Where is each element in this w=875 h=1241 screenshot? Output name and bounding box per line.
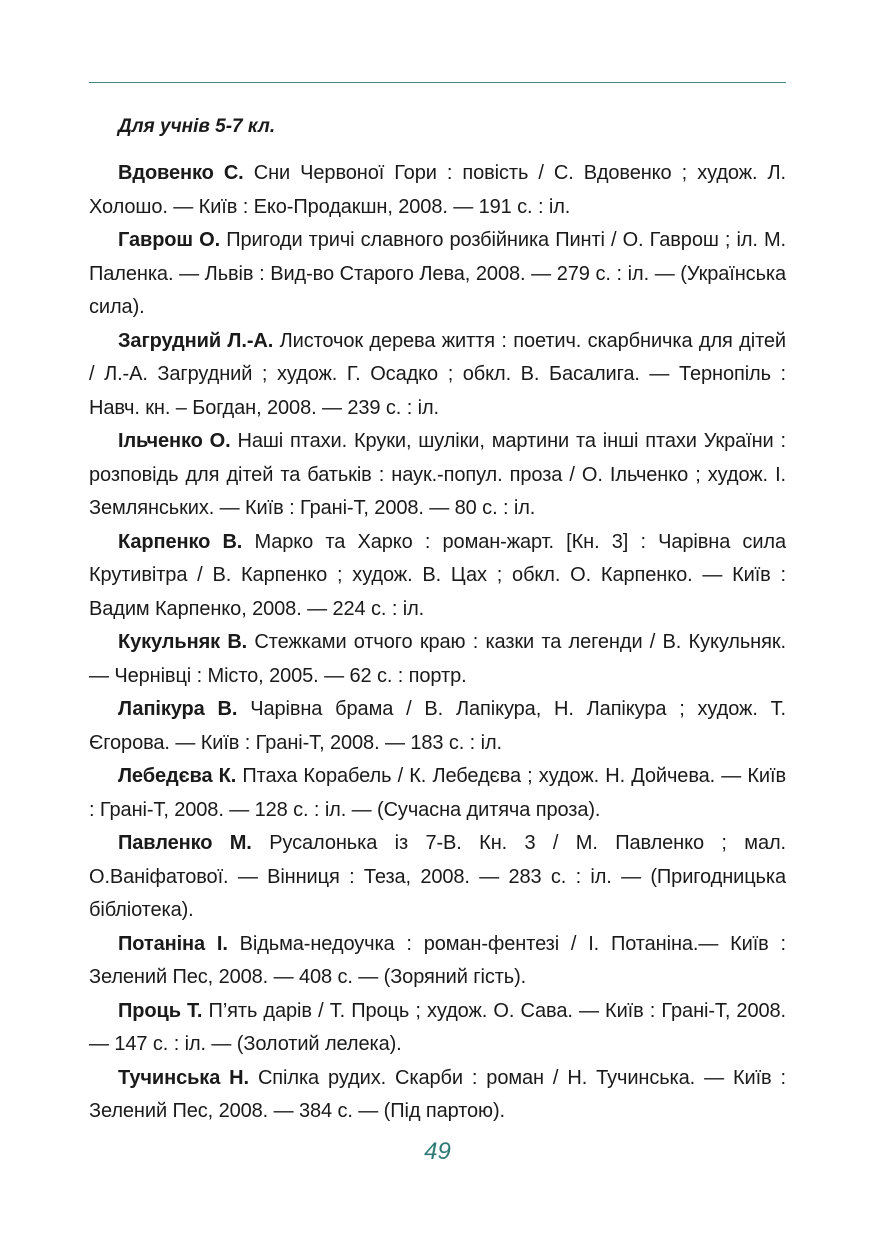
entry-author: Потаніна І.: [118, 932, 228, 955]
entry-author: Тучинська Н.: [118, 1066, 249, 1089]
page-number: 49: [424, 1138, 451, 1165]
entry-author: Гаврош О.: [118, 229, 221, 251]
entry-text: Русалонька із 7-В. Кн. 3 / М. Павленко ; мал. О.Ваніфатової. — Вінниця : Теза, 2008. — 283 с. : іл. — (Пригодницька бібліотека).: [89, 832, 786, 921]
entry-author: Вдовенко С.: [118, 162, 244, 184]
entry-author: Лапікура В.: [118, 698, 238, 720]
entry-text: Чарівна брама / В. Лапікура, Н. Лапікура ; худож. Т. Єгорова. — Київ : Грані-Т, 2008. — 183 с. : іл.: [89, 698, 786, 754]
entry-author: Ільченко О.: [118, 430, 231, 452]
bibliography-entry: [89, 1062, 786, 1129]
bibliography-entry: [89, 693, 786, 760]
entry-author: Павленко М.: [118, 832, 252, 854]
entry-text: Сни Червоної Гори : повість / С. Вдовенко ; худож. Л. Холошо. — Київ : Еко-Продакшн, 2008. — 191 с. : іл.: [89, 162, 786, 218]
bibliography-entry: [89, 827, 786, 928]
entry-author: Кукульняк В.: [118, 631, 248, 653]
bibliography-entry: [89, 760, 786, 827]
bibliography-entry: [89, 526, 786, 627]
bibliography-entry: [89, 928, 786, 995]
entry-author: Лебедєва К.: [118, 765, 237, 787]
entry-text: Стежками отчого краю : казки та легенди / В. Кукульняк. — Чернівці : Місто, 2005. — 62 с. : портр.: [89, 631, 786, 687]
entry-text: П’ять дарів / Т. Проць ; худож. О. Сава. — Київ : Грані-Т, 2008. — 147 с. : іл. — (Золотий лелека).: [89, 999, 786, 1055]
bibliography-entry: [89, 626, 786, 693]
entry-text: Пригоди тричі славного розбійника Пинті / О. Гаврош ; іл. М. Паленка. — Львів : Вид-во Старого Лева, 2008. — 279 с. : іл. — (Українська сила).: [89, 229, 787, 318]
entry-author: Загрудний Л.-А.: [118, 329, 274, 352]
entry-text: Листочок дерева життя : поетич. скарбничка для дітей / Л.-А. Загрудний ; худож. Г. Осадко ; обкл. В. Басалига. — Тернопіль : Навч. кн. – Богдан, 2008. — 239 с. : іл.: [89, 329, 786, 419]
entry-text: Відьма-недоучка : роман-фентезі / І. Потаніна.— Київ : Зелений Пес, 2008. — 408 с. — (Зоряний гість).: [89, 932, 786, 988]
entry-text: Марко та Харко : роман-жарт. [Кн. 3] : Чарівна сила Крутивітра / В. Карпенко ; худож. В. Цах ; обкл. О. Карпенко. — Київ : Вадим Карпенко, 2008. — 224 с. : іл.: [89, 530, 786, 620]
entry-text: Птаха Корабель / К. Лебедєва ; худож. Н. Дойчева. — Київ : Грані-Т, 2008. — 128 с. : іл. — (Сучасна дитяча проза).: [89, 765, 786, 821]
entry-author: Проць Т.: [118, 999, 203, 1022]
entry-text: Спілка рудих. Скарби : роман / Н. Тучинська. — Київ : Зелений Пес, 2008. — 384 с. — (Під партою).: [89, 1066, 786, 1122]
bibliography-entry: [89, 995, 786, 1062]
page-content: [89, 110, 786, 1129]
bibliography-entry: [89, 325, 786, 426]
header-rule: [89, 82, 786, 83]
entry-author: Карпенко В.: [118, 530, 243, 553]
entry-text: Наші птахи. Круки, шуліки, мартини та інші птахи України : розповідь для дітей та батьків : наук.-попул. проза / О. Ільченко ; худож. І. Землянських. — Київ : Грані-Т, 2008. — 80 с. : іл.: [89, 430, 786, 519]
bibliography-entry: [89, 224, 786, 325]
section-title: Для учнів 5-7 кл.: [118, 116, 276, 137]
bibliography-entry: [89, 157, 786, 224]
bibliography-entry: [89, 425, 786, 526]
